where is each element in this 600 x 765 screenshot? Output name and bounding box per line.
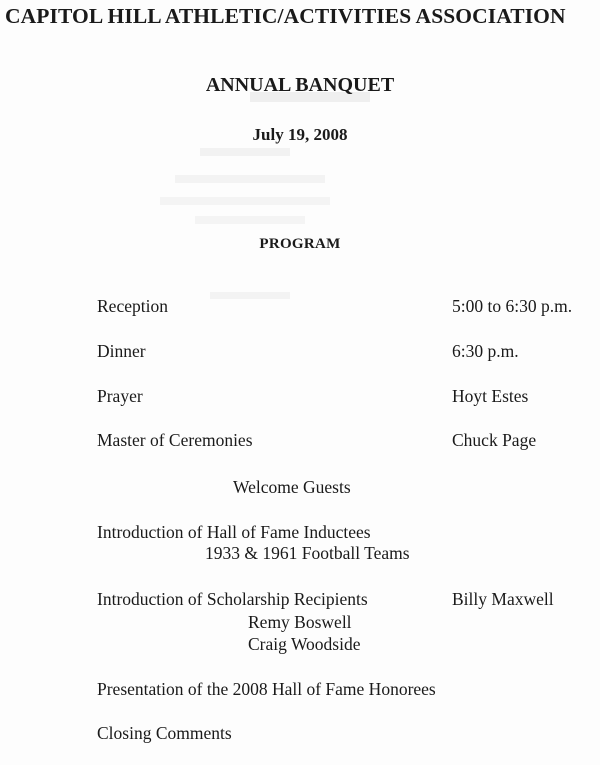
show-through-mark: [175, 175, 325, 183]
show-through-mark: [195, 216, 305, 224]
program-item-label: Master of Ceremonies: [97, 430, 253, 450]
program-item-label: Introduction of Hall of Fame Inductees: [97, 522, 371, 542]
program-item-subline: Remy Boswell: [248, 612, 352, 632]
program-item-label: Reception: [97, 296, 168, 316]
organization-title: CAPITOL HILL ATHLETIC/ACTIVITIES ASSOCIATION: [5, 4, 566, 28]
program-item-person: Billy Maxwell: [452, 589, 554, 609]
program-item-label: Welcome Guests: [233, 477, 351, 497]
show-through-mark: [160, 197, 330, 205]
program-item-label: Dinner: [97, 341, 146, 361]
program-item-label: Presentation of the 2008 Hall of Fame Honorees: [97, 679, 436, 699]
show-through-mark: [200, 148, 290, 156]
program-item-time: 5:00 to 6:30 p.m.: [452, 296, 573, 316]
program-item-person: Hoyt Estes: [452, 386, 529, 406]
program-item-subline: Craig Woodside: [248, 634, 361, 654]
program-item-label: Closing Comments: [97, 723, 232, 743]
program-item-time: 6:30 p.m.: [452, 341, 519, 361]
program-item-label: Prayer: [97, 386, 143, 406]
program-item-subline: 1933 & 1961 Football Teams: [205, 543, 410, 563]
program-heading: PROGRAM: [259, 236, 341, 252]
program-item-person: Chuck Page: [452, 430, 537, 450]
event-date: July 19, 2008: [252, 125, 348, 144]
program-item-label: Introduction of Scholarship Recipients: [97, 589, 368, 609]
show-through-mark: [210, 292, 290, 299]
event-title: ANNUAL BANQUET: [205, 74, 395, 96]
